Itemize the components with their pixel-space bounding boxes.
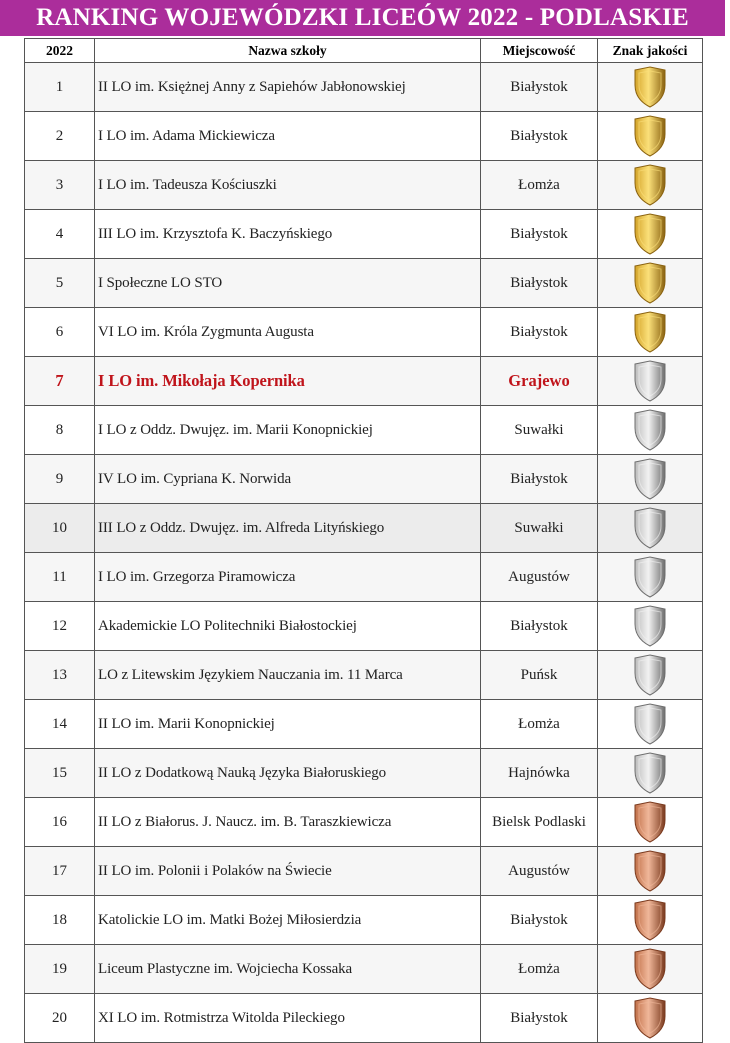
quality-badge-cell (598, 798, 703, 847)
table-row (25, 602, 703, 651)
header-school-name: Nazwa szkoły (95, 39, 481, 63)
table-row (25, 945, 703, 994)
school-name-cell: I LO im. Tadeusza Kościuszki (95, 161, 481, 210)
quality-badge-cell (598, 602, 703, 651)
table-row (25, 896, 703, 945)
city-cell: Białystok (481, 112, 598, 161)
silver-shield-icon (633, 654, 667, 696)
header-quality-badge: Znak jakości (598, 39, 703, 63)
table-row (25, 553, 703, 602)
city-cell: Bielsk Podlaski (481, 798, 598, 847)
quality-badge-cell (598, 357, 703, 406)
table-row (25, 847, 703, 896)
header-rank: 2022 (25, 39, 95, 63)
school-name-cell: Katolickie LO im. Matki Bożej Miłosierdzia (95, 896, 481, 945)
city-cell: Białystok (481, 259, 598, 308)
silver-shield-icon (633, 507, 667, 549)
quality-badge-cell (598, 504, 703, 553)
school-name-cell: Liceum Plastyczne im. Wojciecha Kossaka (95, 945, 481, 994)
school-name-cell: XI LO im. Rotmistrza Witolda Pileckiego (95, 994, 481, 1043)
rank-cell: 6 (25, 308, 95, 357)
city-cell: Białystok (481, 455, 598, 504)
quality-badge-cell (598, 553, 703, 602)
quality-badge-cell (598, 847, 703, 896)
silver-shield-icon (633, 752, 667, 794)
city-cell: Augustów (481, 847, 598, 896)
quality-badge-cell (598, 308, 703, 357)
quality-badge-cell (598, 455, 703, 504)
silver-shield-icon (633, 605, 667, 647)
school-name-cell: VI LO im. Króla Zygmunta Augusta (95, 308, 481, 357)
city-cell: Suwałki (481, 406, 598, 455)
bronze-shield-icon (633, 948, 667, 990)
rank-cell: 4 (25, 210, 95, 259)
city-cell: Białystok (481, 210, 598, 259)
rank-cell: 5 (25, 259, 95, 308)
rank-cell: 16 (25, 798, 95, 847)
school-name-cell: I LO im. Adama Mickiewicza (95, 112, 481, 161)
rank-cell: 18 (25, 896, 95, 945)
rank-cell: 9 (25, 455, 95, 504)
bronze-shield-icon (633, 801, 667, 843)
rank-cell: 15 (25, 749, 95, 798)
rank-cell: 10 (25, 504, 95, 553)
table-row (25, 504, 703, 553)
ranking-table (24, 38, 703, 1043)
city-cell: Puńsk (481, 651, 598, 700)
silver-shield-icon (633, 703, 667, 745)
bronze-shield-icon (633, 997, 667, 1039)
school-name-cell: II LO z Dodatkową Nauką Języka Białoruskiego (95, 749, 481, 798)
table-body (25, 63, 703, 1043)
table-row (25, 259, 703, 308)
school-name-cell: I LO im. Grzegorza Piramowicza (95, 553, 481, 602)
rank-cell: 17 (25, 847, 95, 896)
rank-cell: 11 (25, 553, 95, 602)
city-cell: Białystok (481, 602, 598, 651)
school-name-cell: IV LO im. Cypriana K. Norwida (95, 455, 481, 504)
table-row (25, 210, 703, 259)
school-name-cell: II LO im. Księżnej Anny z Sapiehów Jabłonowskiej (95, 63, 481, 112)
rank-cell: 14 (25, 700, 95, 749)
table-header-row (25, 39, 703, 63)
city-cell: Hajnówka (481, 749, 598, 798)
quality-badge-cell (598, 210, 703, 259)
quality-badge-cell (598, 700, 703, 749)
gold-shield-icon (633, 213, 667, 255)
school-name-cell: I LO z Oddz. Dwujęz. im. Marii Konopnickiej (95, 406, 481, 455)
bronze-shield-icon (633, 899, 667, 941)
header-city: Miejscowość (481, 39, 598, 63)
city-cell: Białystok (481, 896, 598, 945)
silver-shield-icon (633, 409, 667, 451)
city-cell: Grajewo (481, 357, 598, 406)
rank-cell: 1 (25, 63, 95, 112)
gold-shield-icon (633, 66, 667, 108)
rank-cell: 13 (25, 651, 95, 700)
table-row (25, 798, 703, 847)
table-row (25, 161, 703, 210)
silver-shield-icon (633, 360, 667, 402)
silver-shield-icon (633, 556, 667, 598)
quality-badge-cell (598, 259, 703, 308)
school-name-cell: Akademickie LO Politechniki Białostockiej (95, 602, 481, 651)
city-cell: Białystok (481, 994, 598, 1043)
rank-cell: 12 (25, 602, 95, 651)
quality-badge-cell (598, 994, 703, 1043)
quality-badge-cell (598, 945, 703, 994)
city-cell: Białystok (481, 308, 598, 357)
rank-cell: 3 (25, 161, 95, 210)
table-row (25, 63, 703, 112)
bronze-shield-icon (633, 850, 667, 892)
gold-shield-icon (633, 115, 667, 157)
gold-shield-icon (633, 311, 667, 353)
table-row (25, 651, 703, 700)
quality-badge-cell (598, 112, 703, 161)
quality-badge-cell (598, 406, 703, 455)
school-name-cell: II LO im. Polonii i Polaków na Świecie (95, 847, 481, 896)
city-cell: Suwałki (481, 504, 598, 553)
city-cell: Łomża (481, 700, 598, 749)
silver-shield-icon (633, 458, 667, 500)
quality-badge-cell (598, 749, 703, 798)
table-row (25, 749, 703, 798)
table-row (25, 406, 703, 455)
school-name-cell: II LO z Białorus. J. Naucz. im. B. Taraszkiewicza (95, 798, 481, 847)
quality-badge-cell (598, 651, 703, 700)
rank-cell: 20 (25, 994, 95, 1043)
table-row (25, 112, 703, 161)
quality-badge-cell (598, 161, 703, 210)
table-row (25, 700, 703, 749)
table-row (25, 455, 703, 504)
rank-cell: 2 (25, 112, 95, 161)
city-cell: Łomża (481, 945, 598, 994)
table-row (25, 357, 703, 406)
ranking-title: RANKING WOJEWÓDZKI LICEÓW 2022 - PODLASKIE (0, 0, 725, 36)
school-name-cell: I Społeczne LO STO (95, 259, 481, 308)
school-name-cell: III LO im. Krzysztofa K. Baczyńskiego (95, 210, 481, 259)
rank-cell: 7 (25, 357, 95, 406)
city-cell: Łomża (481, 161, 598, 210)
quality-badge-cell (598, 896, 703, 945)
quality-badge-cell (598, 63, 703, 112)
school-name-cell: LO z Litewskim Językiem Nauczania im. 11 Marca (95, 651, 481, 700)
school-name-cell: I LO im. Mikołaja Kopernika (95, 357, 481, 406)
gold-shield-icon (633, 262, 667, 304)
rank-cell: 19 (25, 945, 95, 994)
city-cell: Białystok (481, 63, 598, 112)
table-row (25, 994, 703, 1043)
school-name-cell: III LO z Oddz. Dwujęz. im. Alfreda Lityńskiego (95, 504, 481, 553)
city-cell: Augustów (481, 553, 598, 602)
table-row (25, 308, 703, 357)
gold-shield-icon (633, 164, 667, 206)
school-name-cell: II LO im. Marii Konopnickiej (95, 700, 481, 749)
rank-cell: 8 (25, 406, 95, 455)
